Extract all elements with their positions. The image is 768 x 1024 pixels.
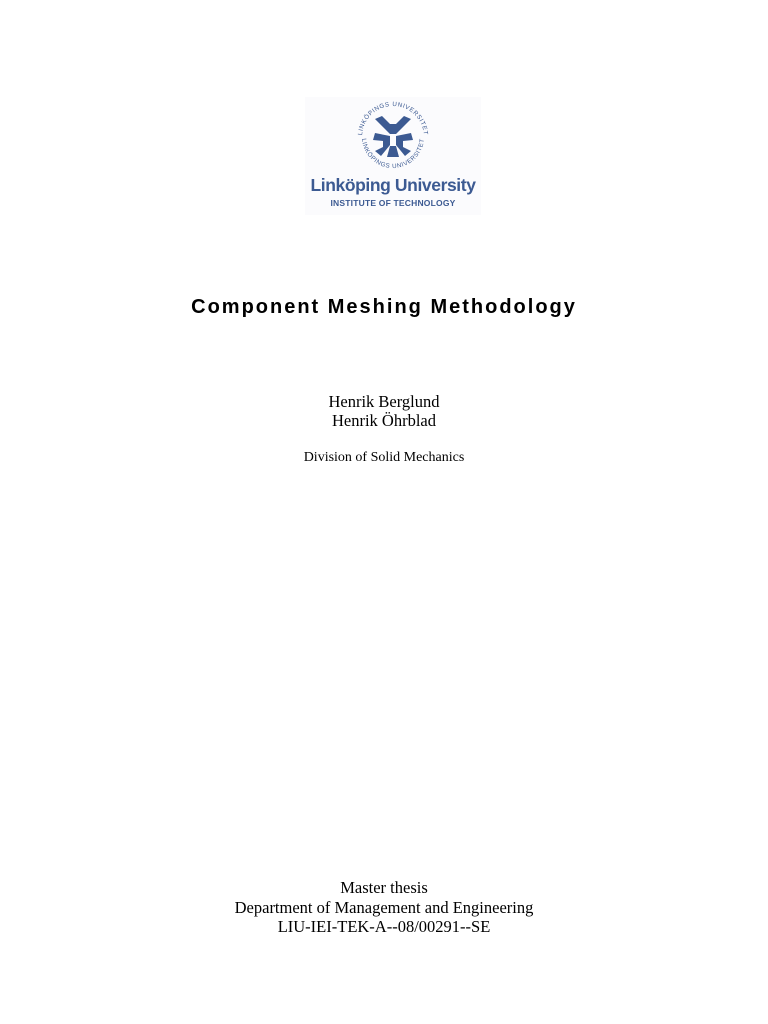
logo-university-name: Linköping University [310, 175, 476, 195]
department-name: Department of Management and Engineering [234, 898, 534, 917]
logo-ring-text-bottom: LINKÖPINGS UNIVERSITET [359, 138, 427, 171]
thesis-type: Master thesis [340, 878, 428, 897]
author-name: Henrik Berglund [328, 392, 440, 411]
university-emblem-icon [305, 97, 481, 177]
university-logo [305, 97, 481, 215]
document-title: Component Meshing Methodology [191, 296, 577, 318]
logo-ring-text-top: LINKÖPINGS UNIVERSITET [357, 100, 429, 136]
logo-institute-name: INSTITUTE OF TECHNOLOGY [330, 198, 456, 208]
division-name: Division of Solid Mechanics [303, 450, 465, 465]
report-number: LIU-IEI-TEK-A--08/00291--SE [277, 917, 491, 936]
author-name: Henrik Öhrblad [331, 411, 436, 430]
